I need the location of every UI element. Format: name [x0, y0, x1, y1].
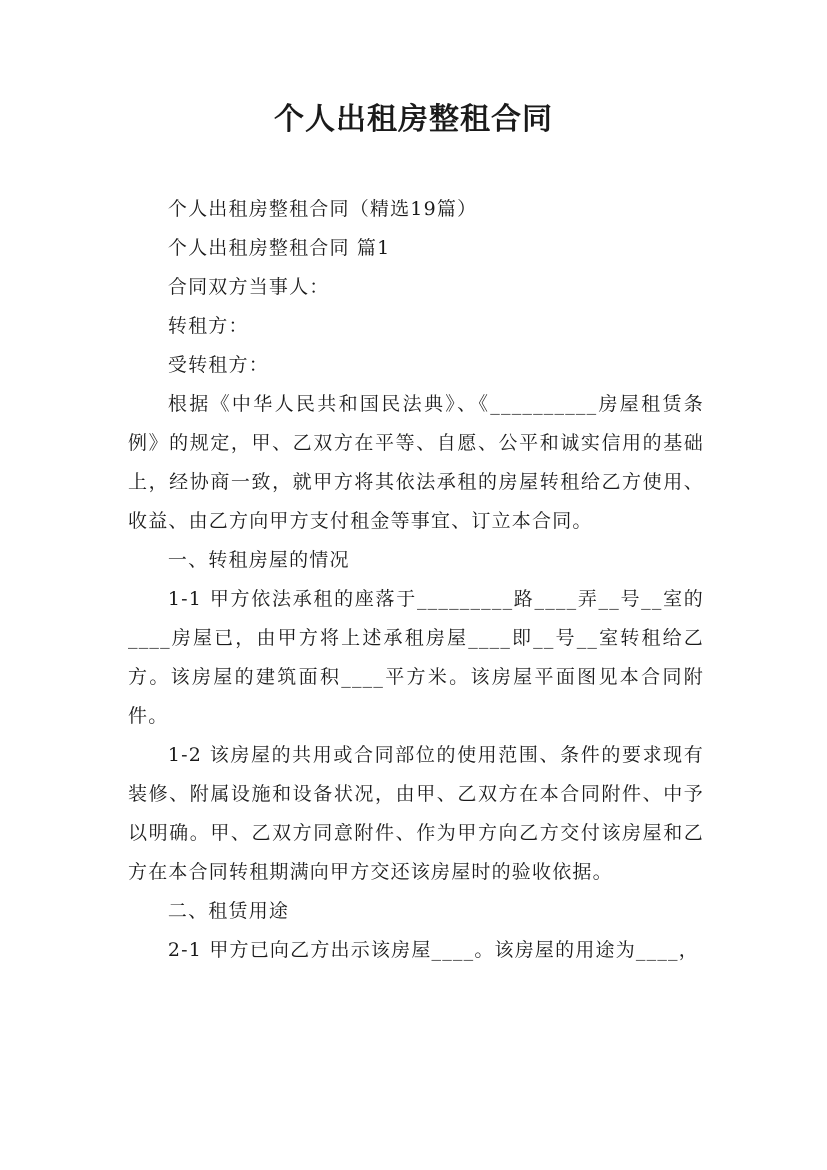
- paragraph-sublessee: 受转租方：: [167, 354, 269, 376]
- paragraph-heading-2: 二、租赁用途: [167, 900, 290, 922]
- paragraph-parties: 合同双方当事人：: [167, 276, 330, 298]
- paragraph-section-heading: 个人出租房整租合同 篇1: [167, 237, 391, 259]
- paragraph-preamble: 根据《中华人民共和国民法典》、《__________房屋租赁条例》的规定，甲、乙双方在平等、自愿、公平和诚实信用的基础上，经协商一致，就甲方将其依法承租的房屋转租给乙方使用、收益、由乙方向甲方支付租金等事宜、订立本合同。: [128, 393, 704, 532]
- paragraph-heading-1: 一、转租房屋的情况: [167, 549, 350, 571]
- paragraph-sublessor: 转租方：: [167, 315, 249, 337]
- paragraph-subtitle: 个人出租房整租合同（精选19篇）: [167, 198, 478, 220]
- document-body: [128, 190, 704, 970]
- document-title: 个人出租房整租合同: [274, 102, 553, 137]
- paragraph-clause-1-1: 1-1 甲方依法承租的座落于_________路____弄__号__室的____房屋已，由甲方将上述承租房屋____即__号__室转租给乙方。该房屋的建筑面积____平方米。该房屋平面图见本合同附件。: [128, 588, 704, 727]
- paragraph-clause-2-1: 2-1 甲方已向乙方出示该房屋____。该房屋的用途为____，: [167, 939, 699, 961]
- paragraph-clause-1-2: 1-2 该房屋的共用或合同部位的使用范围、条件的要求现有装修、附属设施和设备状况，由甲、乙双方在本合同附件、中予以明确。甲、乙双方同意附件、作为甲方向乙方交付该房屋和乙方在本合同转租期满向甲方交还该房屋时的验收依据。: [128, 744, 704, 883]
